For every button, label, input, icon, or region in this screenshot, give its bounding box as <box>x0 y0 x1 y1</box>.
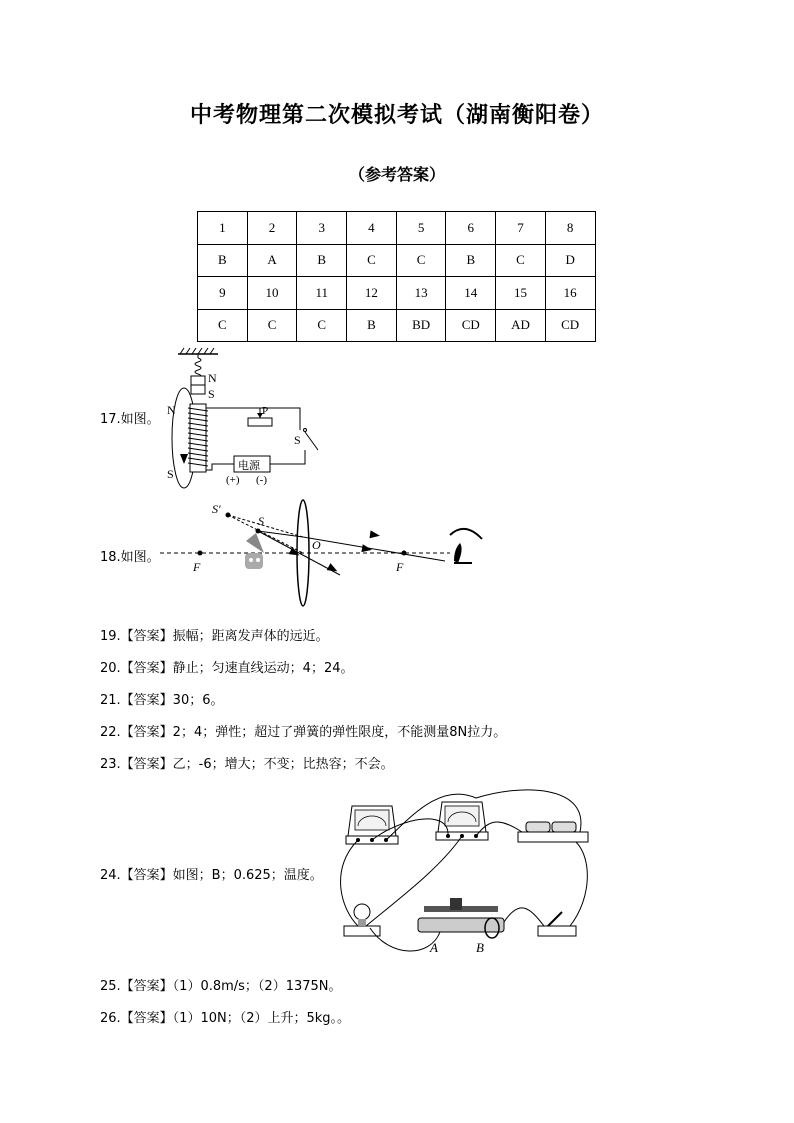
answer-21: 21.【答案】30；6。 <box>100 693 224 708</box>
answer-table-cell: 3 <box>297 212 347 245</box>
answer-table-cell: 7 <box>496 212 546 245</box>
answer-table-cell: B <box>347 309 397 342</box>
q18-lens-ray-diagram <box>160 497 500 612</box>
answer-table <box>197 211 596 342</box>
q17-label-s-top: S <box>208 387 215 401</box>
q17-plus-label: (+) <box>226 474 240 486</box>
answer-table-cell: CD <box>446 309 496 342</box>
answer-22: 22.【答案】2；4；弹性；超过了弹簧的弹性限度，不能测量8N拉力。 <box>100 725 507 740</box>
answer-table-cell: C <box>247 309 297 342</box>
answer-table-cell: 10 <box>247 277 297 310</box>
answer-20: 20.【答案】静止；匀速直线运动；4；24。 <box>100 661 354 676</box>
answer-table-cell: B <box>297 244 347 277</box>
q18-label-s-prime: S′ <box>212 502 221 516</box>
answer-table-cell: 13 <box>396 277 446 310</box>
q17-label-s-left: S <box>167 467 174 481</box>
q24-circuit-diagram <box>330 788 610 958</box>
q17-minus-label: (-) <box>256 474 267 486</box>
answer-table-cell: BD <box>396 309 446 342</box>
answer-25: 25.【答案】（1）0.8m/s；（2）1375N。 <box>100 979 342 994</box>
answer-table-cell: C <box>496 244 546 277</box>
answer-table-cell: 4 <box>347 212 397 245</box>
answer-table-cell: 9 <box>198 277 248 310</box>
battery-icon <box>518 822 588 842</box>
answer-table-cell: C <box>347 244 397 277</box>
answer-table-cell: 11 <box>297 277 347 310</box>
answer-table-cell: 14 <box>446 277 496 310</box>
q18-label-s: S <box>258 514 264 528</box>
q17-label: 17.如图。 <box>100 412 160 427</box>
answer-table-cell: 15 <box>496 277 546 310</box>
answer-table-cell: AD <box>496 309 546 342</box>
voltmeter-icon <box>436 802 488 840</box>
answer-23: 23.【答案】乙；-6；增大；不变；比热容；不会。 <box>100 757 394 772</box>
answer-key-subtitle: （参考答案） <box>348 165 445 184</box>
q17-electromagnet-diagram <box>160 346 330 496</box>
answer-table-cell: CD <box>545 309 595 342</box>
answer-table-cell: D <box>545 244 595 277</box>
answer-table-cell: 2 <box>247 212 297 245</box>
answer-table-question-row <box>198 277 596 310</box>
answer-19: 19.【答案】振幅；距离发声体的远近。 <box>100 629 329 644</box>
answer-table-answer-row <box>198 309 596 342</box>
q18-label-f-left: F <box>193 560 201 574</box>
answer-table-cell: B <box>198 244 248 277</box>
q17-label-switch: S <box>294 433 301 447</box>
q18-label-o: O <box>312 538 321 552</box>
answer-table-cell: C <box>396 244 446 277</box>
q18-label-f-right: F <box>396 560 404 574</box>
rheostat-icon <box>418 898 504 938</box>
q24-label-b: B <box>476 940 484 955</box>
answer-table-cell: 6 <box>446 212 496 245</box>
answer-26: 26.【答案】（1）10N；（2）上升；5kg。。 <box>100 1011 351 1026</box>
answer-table-cell: 5 <box>396 212 446 245</box>
ammeter-icon <box>346 806 398 844</box>
q18-label: 18.如图。 <box>100 550 160 565</box>
q17-label-n-left: N <box>167 403 176 417</box>
answer-table-cell: A <box>247 244 297 277</box>
answer-table-cell: 8 <box>545 212 595 245</box>
answer-table-cell: 16 <box>545 277 595 310</box>
page-title: 中考物理第二次模拟考试（湖南衡阳卷） <box>189 103 604 128</box>
answer-table-cell: 1 <box>198 212 248 245</box>
answer-table-answer-row <box>198 244 596 277</box>
q17-power-label: 电源 <box>238 459 260 472</box>
answer-24: 24.【答案】如图；B；0.625；温度。 <box>100 868 323 883</box>
answer-table-question-row <box>198 212 596 245</box>
q24-label-a: A <box>430 940 438 955</box>
answer-table-cell: 12 <box>347 277 397 310</box>
q17-label-p: P <box>262 405 269 417</box>
answer-table-cell: C <box>297 309 347 342</box>
answer-table-cell: C <box>198 309 248 342</box>
q17-label-n-top: N <box>208 371 217 385</box>
bulb-icon <box>344 904 380 936</box>
answer-table-cell: B <box>446 244 496 277</box>
switch-icon <box>538 912 576 936</box>
